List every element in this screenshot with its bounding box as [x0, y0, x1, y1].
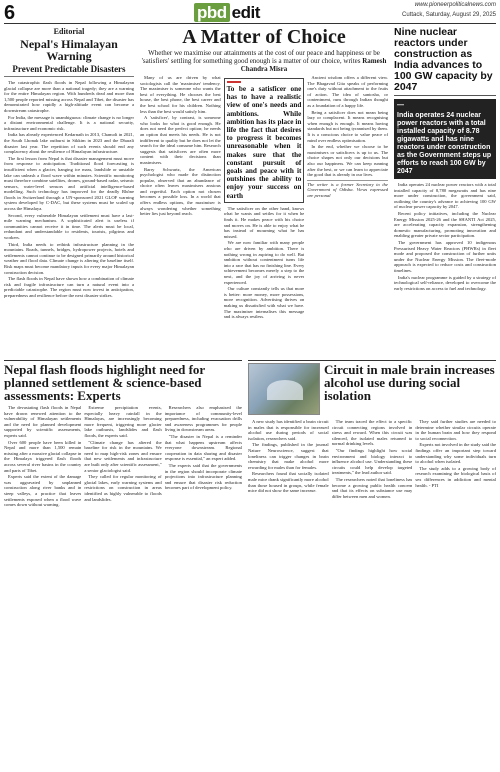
- paragraph: The findings, published in the journal Nature Neuroscience, suggest that loneliness can trigger changes in brain chemistry that make alcohol more rewarding for males than for females.: [248, 442, 329, 470]
- story-body: [248, 419, 496, 761]
- story-column: [165, 405, 242, 768]
- paragraph: A new study has identified a brain circuit in males that is responsible for increased alcohol use during periods of social isolation, researchers said.: [248, 419, 329, 441]
- pull-quote: To be a satisficer one has to have a realistic view of one's needs and ambitions. While ambition has its place in life the fact that desires to progress it becomes unreasonable when it makes sure that the constant pursuit of goals and peace with it outshines the ability to enjoy your success on earth: [224, 78, 305, 203]
- dateline: Cuttack, Saturday, August 29, 2025: [402, 12, 496, 18]
- paragraph: In the end, whether we choose to be maximisers or satisficers is up to us. The choice shapes not only our decisions but also our happiness. We can keep running after the best, or we can learn to appreciate the good that is already in our lives.: [307, 144, 388, 178]
- paragraph: Second, every vulnerable Himalayan settlement must have a last-mile warning mechanism. A sophisticated alert is useless if communities cannot receive it in time. The alerts must be local, redundant and understandable to residents, tourists, pilgrims and workers.: [4, 212, 134, 241]
- paragraph: Recent policy initiatives, including the Nuclear Energy Mission 2025-26 and the SHANTI Act 2025, are accelerating capacity expansion, strengthening domestic manufacturing, promoting innovation and enabling greater private sector participation.: [394, 210, 496, 239]
- paragraph: The researchers noted that loneliness has become a growing public health concern and that its effects on substance use may differ between men and women.: [331, 476, 413, 499]
- sidebar-lead-box: [394, 99, 496, 179]
- story-body: [4, 405, 242, 768]
- nepal-flood-story: [4, 360, 242, 768]
- paragraph: "The disaster in Nepal is a reminder that what happens upstream affects everyone downstream. Regional cooperation in data sharing and disaster response is essential," an expert added.: [164, 433, 242, 462]
- paragraph: Extreme precipitation events, especially heavy rainfall in the Himalayas, are increasingly becoming more frequent, triggering more glacier lake outbursts, landslides and flash floods, the experts said.: [84, 405, 162, 438]
- paragraph: Being a satisficer does not mean being lazy or complacent. It means recognising when enough is enough. It means having standards but not being tyrannised by them. It is a conscious choice to value peace of mind over endless optimisation.: [307, 109, 388, 143]
- story-column: [248, 419, 329, 761]
- paragraph: A 'satisficer', by contrast, is someone who looks for what is good enough. He does not need the perfect option; he needs an option that meets his needs. He is not indifferent to quality but he does not let the search for the ideal consume him. Research suggests that satisficers are often more content with their decisions than maximisers.: [140, 115, 221, 165]
- paragraph: Over 600 people have been killed in Nepal and more than 1,500 remain missing after a massive glacial collapse in the Himalaya triggered flash floods across several river basins in the country and parts of Tibet.: [4, 439, 82, 473]
- editorial-column: [4, 27, 134, 357]
- paragraph: India's nuclear programme is guided by a strategy of technological self-reliance, developed to overcome the early restrictions on access to fuel and technology.: [394, 274, 496, 291]
- paragraph: Our culture constantly tells us that more is better: more money, more possessions, more recognition. Advertising thrives on making us dissatisfied with what we have. The maximiser internalises this message and is always restless.: [223, 286, 305, 320]
- paragraph: The first lesson from Nepal is that disaster management must move from response to anticipation. Traditional flood forecasting is insufficient when a glacier, hanging ice mass, landslide or unstable lake can unleash a flood wave within minutes. Scientific monitoring must therefore combine satellites, drones, ground-based radar, seismic sensors, water-level sensors and artificial intelligence-based modelling. Such technology has improved for the deadly Rhône floods in Switzerland through a UN-sponsored 2021 GLOF warning system developed by C-DAC, but these systems must be scaled up across the Himalaya.: [4, 155, 134, 212]
- paragraph: Experts not involved in the study said the findings offer an important step toward understanding why some individuals turn to alcohol when isolated.: [415, 442, 496, 465]
- article-column: [307, 75, 388, 357]
- editorial-body: [4, 80, 134, 299]
- section-kicker: Editorial: [53, 27, 85, 36]
- story-column: [84, 405, 161, 768]
- logo-primary: pbd: [194, 3, 230, 22]
- story-headline[interactable]: Circuit in male brain increases alcohol use during social isolation: [324, 362, 495, 403]
- brain-circuit-story: [248, 360, 496, 768]
- paragraph: The flash floods in Nepal have shown how a combination of climate risk and fragile infrastructure can turn a natural event into a predictable catastrophe. The region must now invest in anticipation, preparedness and resilience before the next disaster strikes.: [4, 276, 134, 298]
- author-name[interactable]: Ramesh Chandra Misra: [240, 57, 387, 73]
- story-column: [415, 419, 496, 761]
- paragraph: For India, the message is unambiguous: climate change is no longer a distant environmental challenge. It is a national security, infrastructure and economic risk.: [4, 114, 134, 131]
- newspaper-logo[interactable]: [194, 3, 260, 23]
- article-standfirst: [140, 49, 388, 73]
- paragraph: "Our findings highlight how social environment and biology interact to influence alcohol use. Understanding these circuits could help develop targeted treatments," the lead author said.: [331, 447, 413, 476]
- paragraph: The catastrophic flash floods in Nepal following a Himalayan glacial collapse are more than a national tragedy; they are a warning for the entire Himalayan region. With hundreds dead and more than 1,500 people reported missing across Nepal and Tibet, the disaster has demonstrated how rapidly a high-altitude event can become a downstream catastrophe.: [4, 80, 134, 113]
- masthead: [4, 2, 496, 24]
- page-number: 6: [4, 2, 16, 24]
- paragraph: Barry Schwartz, the American psychologist who made the distinction popular, observed that an abundance of choice often leaves maximisers anxious and regretful. Each option not chosen becomes a possible loss. In a world that offers endless options, the maximiser is always wondering whether something better lies just beyond reach.: [140, 166, 221, 217]
- paragraph: India has already experienced Kedarnath in 2013, Chamoli in 2021, the South Lhonak lake outburst in Sikkim in 2023 and the Dharali disaster last year. The repetition of such events should end any complacency about the resilience of Himalayan infrastructure.: [4, 132, 134, 155]
- paragraph: Ancient wisdom offers a different view. The Bhagavad Gita speaks of performing one's duty without attachment to the fruits of action. The idea of santosha, or contentment, runs through Indian thought as a foundation of a happy life.: [307, 75, 388, 108]
- paragraph: Researchers found that socially isolated male mice drank significantly more alcohol than those housed in groups, while female mice did not show the same increase.: [248, 471, 329, 494]
- paragraph: The experts said that the governments in the region should incorporate climate projections into infrastructure planning and ensure that disaster risk reduction becomes part of development policy.: [164, 462, 242, 491]
- editorial-subtitle: Prevent Predictable Disasters: [4, 64, 134, 77]
- paragraph: Third, India needs to rethink infrastructure planning in the mountains. Roads, tunnels, bridges, hydropower projects, hotels and settlements cannot continue to be designed primarily around historical weather and flood data. Climate change is altering the baseline itself. Risk maps must become mandatory inputs for every major Himalayan construction decision.: [4, 241, 134, 275]
- paragraph: India operates 24 nuclear power reactors with a total installed capacity of 8,780 megawatts and has nine more under construction, the government said, outlining the country's advance to achieving 100 GW of nuclear power capacity by 2047.: [394, 182, 496, 210]
- article-column: [140, 75, 221, 357]
- story-header: [248, 363, 496, 415]
- paragraph: "Climate change has altered the baseline for risk in the mountains. We need to map high-risk zones and ensure that new settlements and infrastructure are built only after scientific assessment," a senior glaciologist said.: [84, 439, 162, 473]
- paragraph: The devastating flash floods in Nepal have drawn renewed attention to the vulnerability of Himalayan settlements and the need for planned development supported by scientific assessments, experts said.: [4, 405, 82, 438]
- paragraph: They said further studies are needed to determine whether similar circuits operate in the human brain and how they respond to social reconnection.: [415, 419, 496, 441]
- opinion-article: [140, 27, 388, 357]
- story-column: [332, 419, 413, 761]
- paragraph: The government has approved 10 indigenous Pressurised Heavy Water Reactors (PHWRs) in fleet mode and proposed the construction of further units under the Nuclear Energy Mission. The fleet-mode approach is expected to reduce costs and construction timelines.: [394, 239, 496, 273]
- sidebar-headline[interactable]: Nine nuclear reactors under construction as India advances to 100 GW capacity by 2047: [394, 27, 496, 96]
- paragraph: The study adds to a growing body of research examining the biological basis of sex differences in addiction and mental health. - PTI: [415, 465, 496, 488]
- news-sidebar: [394, 27, 496, 357]
- author-note: The writer is a former Secretary to the Government of Odisha. Views expressed are personal: [307, 181, 388, 198]
- paragraph: They called for regular monitoring of glacial lakes, early warning systems and restrictions on construction in areas identified as highly vulnerable to floods and landslides.: [84, 474, 162, 502]
- article-body: [140, 75, 388, 357]
- editorial-title[interactable]: Nepal's Himalayan Warning: [20, 37, 118, 63]
- article-title[interactable]: A Matter of Choice: [182, 27, 346, 48]
- sidebar-lead-text: India operates 24 nuclear power reactors with a total installed capacity of 8.78 gigawatts and has nine reactors under construction as the Government steps up efforts to reach 100 GW by 2047: [397, 112, 492, 175]
- story-headline[interactable]: Nepal flash floods highlight need for planned settlement & science-based assessments: Experts: [4, 362, 205, 403]
- paragraph: The team traced the effect to a specific circuit connecting regions involved in stress and reward. When this circuit was silenced, the isolated males returned to normal drinking levels.: [331, 419, 413, 447]
- website-link[interactable]: www.pioneerpoliticalnews.com: [414, 2, 496, 8]
- story-column: [4, 405, 81, 768]
- logo-secondary: edit: [231, 3, 260, 22]
- lead-marker: —: [397, 102, 404, 109]
- article-column: [224, 75, 305, 357]
- story-photo[interactable]: [248, 363, 320, 415]
- paragraph: Many of us are driven by what sociologists call the 'maximiser' tendency. The maximiser is someone who wants the best of everything. He chooses the best house, the best phone, the best career and the best school for his children. Nothing less than the best would satisfy him.: [140, 75, 221, 114]
- paragraph: Researchers also emphasised the importance of community-level preparedness, including evacuation drills and awareness programmes for people living in downstream areas.: [164, 405, 242, 433]
- paragraph: The satisficer on the other hand, knows what he wants and settles for it when he finds it. He makes peace with his choice and moves on. He is able to enjoy what he has instead of mourning what he has missed.: [223, 205, 305, 239]
- paragraph: Experts said the extent of the damage was aggravated by unplanned construction along river banks and in steep valleys, a practice that leaves settlements exposed when a flood wave comes down without warning.: [4, 474, 82, 508]
- paragraph: We are now familiar with many people who are driven by ambition. There is nothing wrong in aspiring to do well. But ambition without contentment turns life into a race that has no finishing line. Every achievement becomes merely a step to the next, and the joy of arriving is never experienced.: [223, 240, 305, 285]
- standfirst-text: Whether we maximise our attainments at the cost of our peace and happiness or be 'satisfiers' settling for something good enough is a matter of our choice, writes: [141, 49, 380, 65]
- sidebar-body: [394, 182, 496, 291]
